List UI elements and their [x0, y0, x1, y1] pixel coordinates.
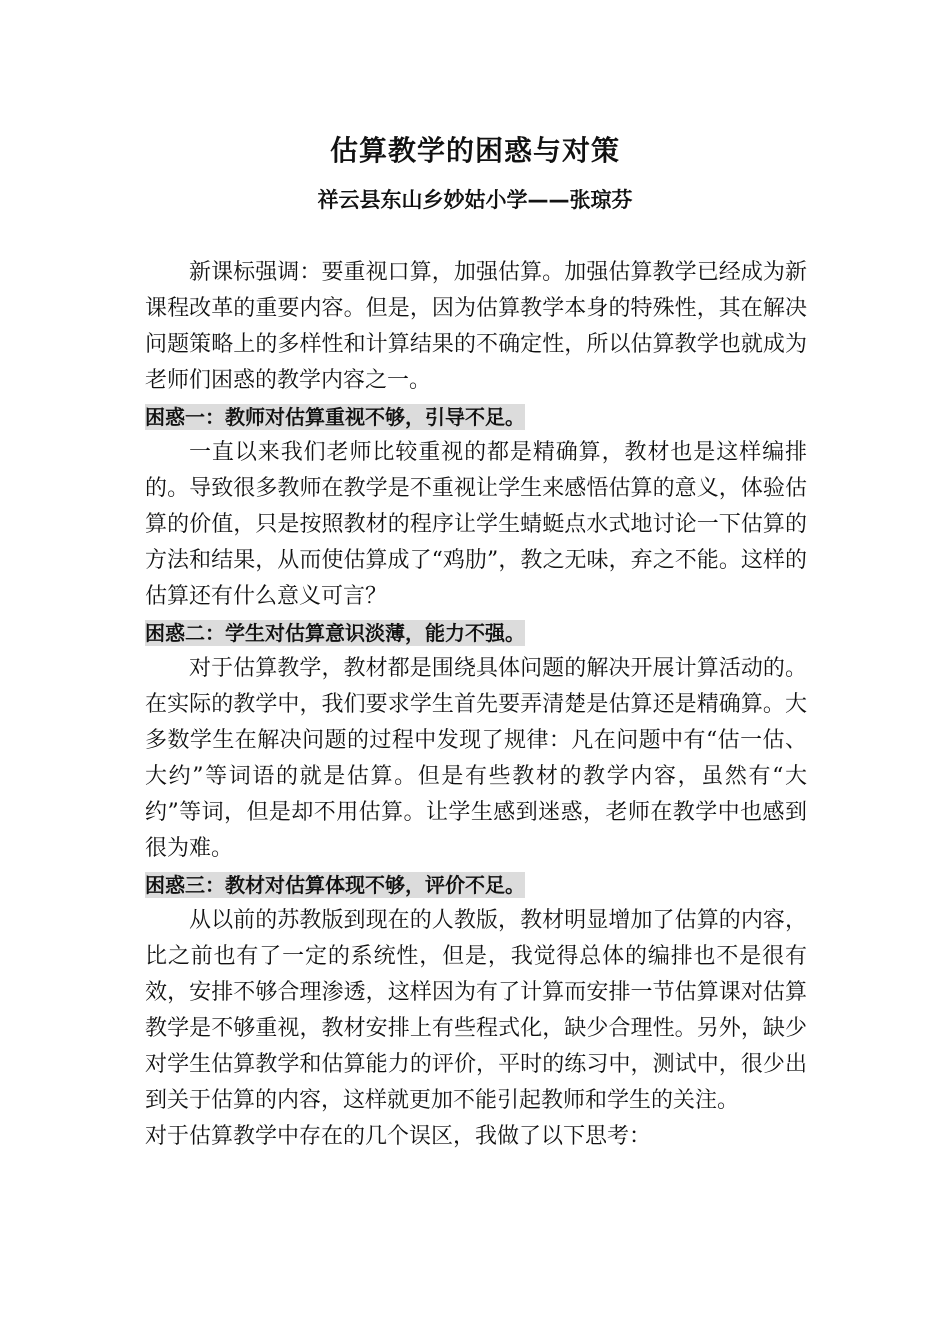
section-paragraph-3: 从以前的苏教版到现在的人教版，教材明显增加了估算的内容，比之前也有了一定的系统性，但是，我觉得总体的编排也不是很有效，安排不够合理渗透，这样因为有了计算而安排一节估算课对估算教学是不够重视，教材安排上有些程式化，缺少合理性。另外，缺少对学生估算教学和估算能力的评价，平时的练习中，测试中，很少出到关于估算的内容，这样就更加不能引起教师和学生的关注。 [145, 908, 807, 1113]
section-heading-3 [145, 867, 807, 903]
section-heading-1-text: 困惑一：教师对估算重视不够，引导不足。 [145, 405, 525, 429]
document-author-line: 祥云县东山乡妙姑小学——张琼芬 [317, 188, 633, 212]
document-body [145, 255, 807, 1155]
section-paragraph-1: 一直以来我们老师比较重视的都是精确算，教材也是这样编排的。导致很多教师在教学是不重视让学生来感悟估算的意义，体验估算的价值，只是按照教材的程序让学生蜻蜓点水式地讨论一下估算的方法和结果，从而使估算成了“鸡肋”，教之无味，弃之不能。这样的估算还有什么意义可言？ [145, 440, 807, 609]
closing-paragraph: 对于估算教学中存在的几个误区，我做了以下思考： [145, 1124, 652, 1149]
section-heading-2 [145, 615, 807, 651]
section-paragraph-2: 对于估算教学，教材都是围绕具体问题的解决开展计算活动的。在实际的教学中，我们要求学生首先要弄清楚是估算还是精确算。大多数学生在解决问题的过程中发现了规律：凡在问题中有“估一估、大约”等词语的就是估算。但是有些教材的教学内容，虽然有“大约”等词，但是却不用估算。让学生感到迷惑，老师在教学中也感到很为难。 [145, 656, 807, 861]
section-heading-2-text: 困惑二：学生对估算意识淡薄，能力不强。 [145, 621, 525, 645]
document-title: 估算教学的困惑与对策 [329, 134, 620, 167]
section-heading-1 [145, 399, 807, 435]
section-heading-3-text: 困惑三：教材对估算体现不够，评价不足。 [145, 873, 525, 897]
intro-paragraph: 新课标强调：要重视口算，加强估算。加强估算教学已经成为新课程改革的重要内容。但是，因为估算教学本身的特殊性，其在解决问题策略上的多样性和计算结果的不确定性，所以估算教学也就成为老师们困惑的教学内容之一。 [145, 260, 807, 393]
